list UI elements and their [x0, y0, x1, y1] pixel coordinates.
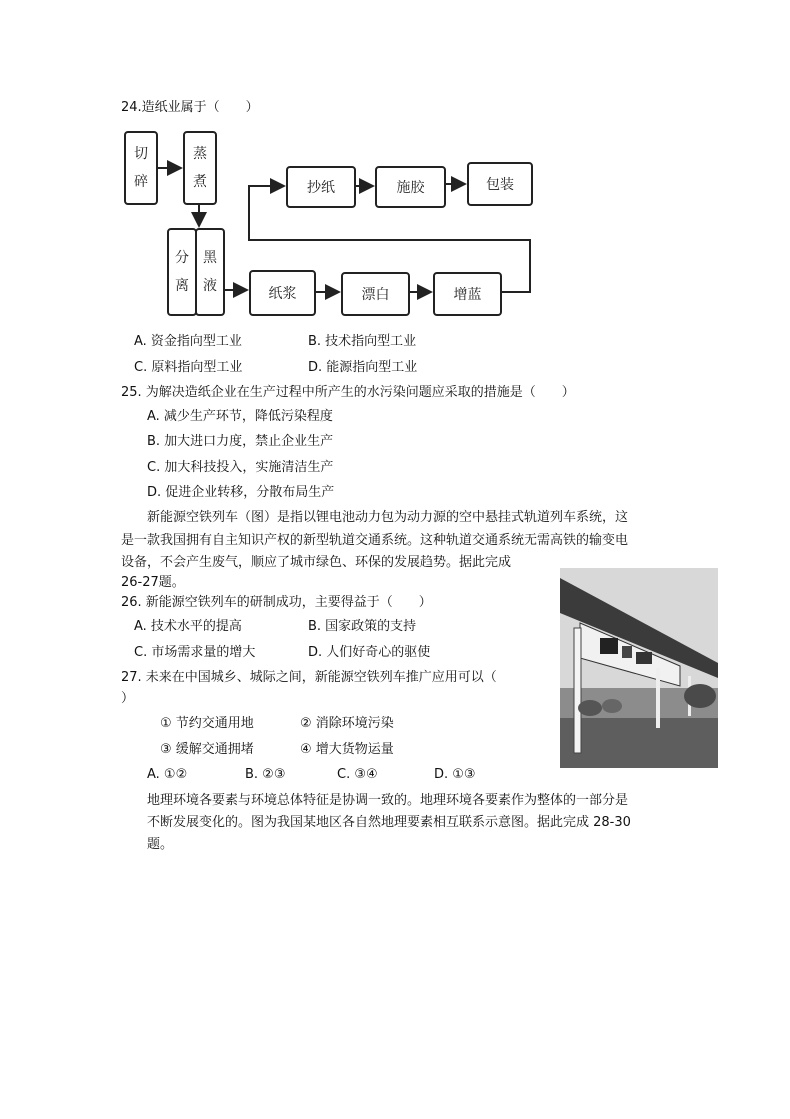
passage1-line4: 26-27题。 [121, 575, 185, 590]
q27-stem-end: ） [121, 691, 135, 706]
box-bao-zhuang: 包装 [467, 162, 533, 206]
q27-item-4: ④ 增大货物运量 [300, 742, 394, 757]
q27-option-a: A. ①② [147, 767, 188, 782]
q25-option-a: A. 减少生产环节，降低污染程度 [147, 409, 333, 424]
q24-option-a: A. 资金指向型工业 [134, 334, 242, 349]
q27-item-3: ③ 缓解交通拥堵 [160, 742, 254, 757]
box-hei-ye-char2: 液 [203, 278, 217, 294]
box-qie-sui [124, 131, 158, 205]
q24-stem: 24.造纸业属于（ ） [121, 100, 259, 115]
q27-item-2: ② 消除环境污染 [300, 716, 394, 731]
box-fen-li-char2: 离 [175, 278, 189, 294]
q26-option-d: D. 人们好奇心的驱使 [308, 645, 431, 660]
box-chao-zhi: 抄纸 [286, 166, 356, 208]
passage2-line3: 题。 [147, 837, 174, 852]
box-fen-li [167, 228, 197, 316]
air-rail-train-illustration [560, 568, 718, 768]
q26-stem: 26. 新能源空铁列车的研制成功，主要得益于（ ） [121, 595, 432, 610]
q24-option-c: C. 原料指向型工业 [134, 360, 243, 375]
q24-option-b: B. 技术指向型工业 [308, 334, 417, 349]
passage1-line2: 是一款我国拥有自主知识产权的新型轨道交通系统。这种轨道交通系统无需高铁的输变电 [121, 533, 629, 548]
q26-option-c: C. 市场需求量的增大 [134, 645, 256, 660]
box-zheng-zhu-char1: 蒸 [193, 146, 207, 162]
q27-item-1: ① 节约交通用地 [160, 716, 254, 731]
q25-option-b: B. 加大进口力度，禁止企业生产 [147, 434, 334, 449]
q27-stem: 27. 未来在中国城乡、城际之间，新能源空铁列车推广应用可以（ [121, 670, 497, 685]
passage2-line2: 不断发展变化的。图为我国某地区各自然地理要素相互联系示意图。据此完成 28-30 [147, 815, 631, 830]
q26-option-b: B. 国家政策的支持 [308, 619, 417, 634]
q25-option-c: C. 加大科技投入，实施清洁生产 [147, 460, 334, 475]
box-hei-ye-char1: 黑 [203, 250, 217, 266]
q24-option-d: D. 能源指向型工业 [308, 360, 418, 375]
box-fen-li-char1: 分 [175, 250, 189, 266]
q25-option-d: D. 促进企业转移，分散布局生产 [147, 485, 335, 500]
passage1-line1: 新能源空铁列车（图）是指以锂电池动力包为动力源的空中悬挂式轨道列车系统，这 [147, 510, 629, 525]
air-rail-train-photo [560, 568, 718, 768]
q27-option-b: B. ②③ [245, 767, 286, 782]
box-piao-bai: 漂白 [341, 272, 410, 316]
box-hei-ye [195, 228, 225, 316]
q26-option-a: A. 技术水平的提高 [134, 619, 242, 634]
box-zhi-jiang: 纸浆 [249, 270, 316, 316]
passage1-line3: 设备，不会产生废气，顺应了城市绿色、环保的发展趋势。据此完成 [121, 555, 512, 570]
box-zheng-zhu-char2: 煮 [193, 174, 207, 190]
q25-stem: 25. 为解决造纸企业在生产过程中所产生的水污染问题应采取的措施是（ ） [121, 385, 575, 400]
q27-option-d: D. ①③ [434, 767, 476, 782]
box-shi-jiao: 施胶 [375, 166, 446, 208]
box-qie-sui-char1: 切 [134, 146, 148, 162]
box-zheng-zhu [183, 131, 217, 205]
passage2-line1: 地理环境各要素与环境总体特征是协调一致的。地理环境各要素作为整体的一部分是 [147, 793, 629, 808]
box-qie-sui-char2: 碎 [134, 174, 148, 190]
q27-option-c: C. ③④ [337, 767, 378, 782]
box-zeng-lan: 增蓝 [433, 272, 502, 316]
